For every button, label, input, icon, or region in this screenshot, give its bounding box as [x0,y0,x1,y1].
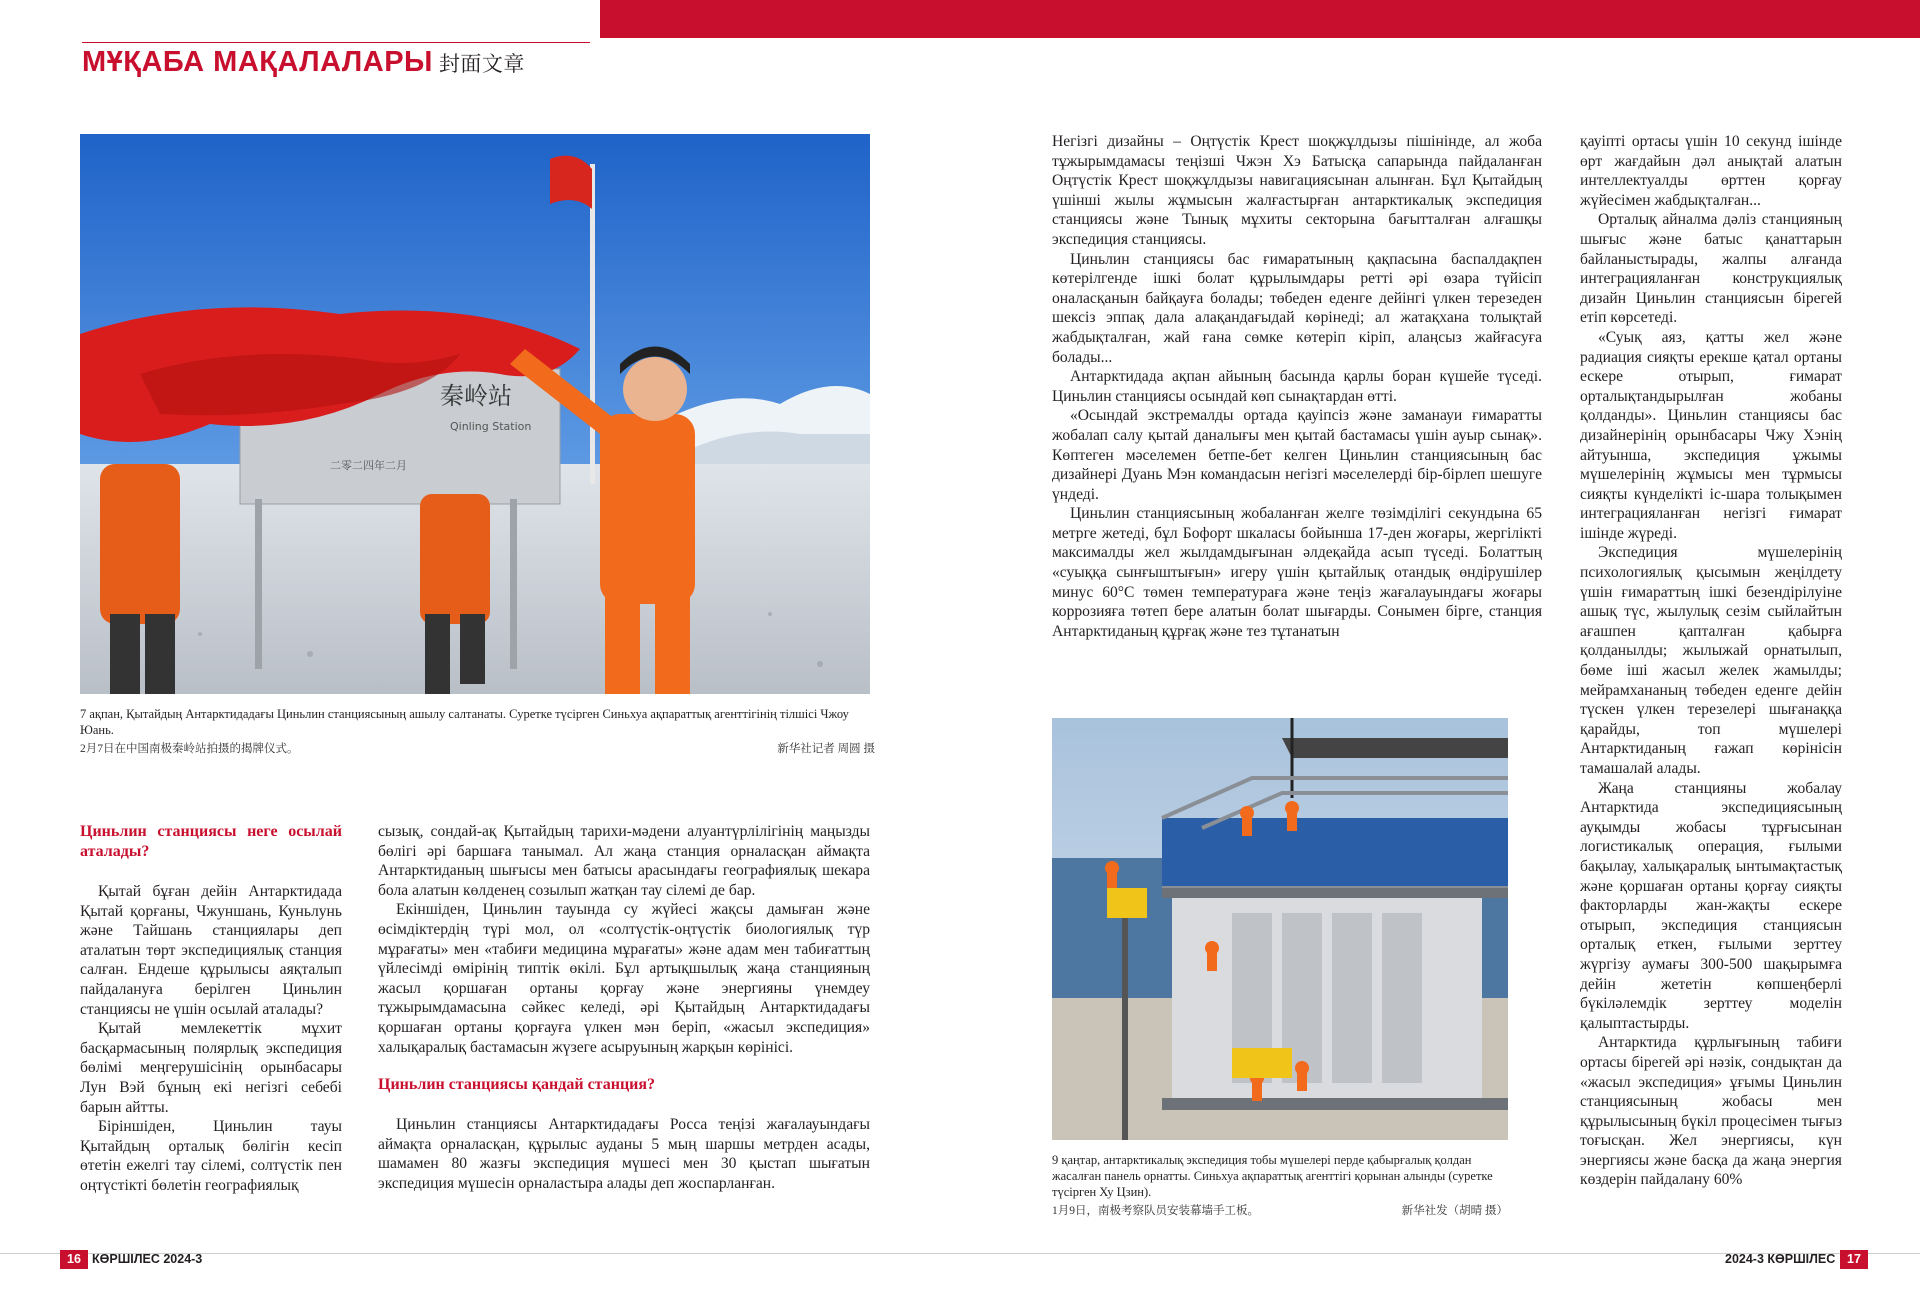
section-header [82,46,525,79]
paragraph: Қытай бұған дейін Антарктидада Қытай қорғаны, Чжуншань, Куньлунь және Тайшань станциялары деп аталатын төрт экспедициялық станция салған. Ендеше құрылысы аяқталып пайдалануға берілген Циньлин станциясы не үшін осылай аталады? [80,883,342,1018]
paragraph: Экспедиция мүшелерінің психологиялық қысымын жеңілдету үшін ғимараттың ішкі безендірілуіне ашық түс, жылулық сезім сыйлайтын ағашпен қапталған қабырға қолданылды; жылыжай орнатылып, бөме іші жасыл желек жамылды; мейрамхананың төбеден еденге дейін түскен үлкен терезелері шығанаққа қарайды, топ мүшелері Антарктиданың ғажап көрінісін тамашалай алады. [1580,544,1842,777]
photo2-caption: 9 қаңтар, антарктикалық экспедиция тобы мүшелері перде қабырғалық қолдан жасалған панель орнатты. Синьхуа ақпараттық агенттігі қорынан алынды (суретке түсірген Ху Цзин). [1052,1153,1493,1199]
ceremony-photo-illustration [80,134,870,694]
subheading-1: Циньлин станциясы неге осылай аталады? [80,823,342,860]
sign-en-text: Qinling Station [450,420,532,433]
paragraph: «Суық аяз, қатты жел және радиация сияқты ерекше қатал ортаны ескере отырып, ғимарат орталықтандырылған жобаны қолданды». Циньлин станциясы бас дизайнерінің орынбасары Чжу Хэнің айтуынша, экспедиция ұжымы мүшелерінің жұмысы мен тұрмысы сияқты күнделікті іс-шара толықымен интеграцияланған негізгі ғимарат ішінде жүреді. [1580,328,1842,542]
paragraph: Циньлин станциясының жобаланған желге төзімділігі секундына 65 метрге жетеді, бұл Бофорт шкаласы бойынша 17-ден жоғары, жергілікті максималды жел жылдамдығынан әлдеқайда асып түседі. Болаттың «суыққа сынғыштығын» игеру үшін қытайлық отандық өндірушілер минус 60°C төмен температураға және теңіз жағалауындағы жоғары коррозияға төтеп бере алатын болат шығарды. Сонымен бірге, станция Антарктиданың құрғақ және тез тұтанатын [1052,505,1542,640]
paragraph: Циньлин станциясы бас ғимаратының қақпасына баспалдақпен көтерілгенде ішкі болат құрылымдары ретті әрі өзара түйісіп оналасқанын байқауға болады; төбеден еденге дейінгі үлкен терезеден шексіз эппақ дала алақандағыдай көрінеді; ал жатақхана толықтай жабдықталған, жай ғана сөмке көтеріп кіріп, алаңсыз жайғасуға болады... [1052,250,1542,366]
footer-divider [0,1253,1920,1254]
photo2-caption-cn-row [1052,1204,1508,1219]
paragraph: Антарктида құрлығының табиғи ортасы бірегей әрі нәзік, сондықтан да «жасыл экспедиция» ұғымы Циньлин станциясының жобасы мен құрылысының бүкіл процесімен тығыз тоғысқан. Жел энергиясы, күн энергиясы және басқа да жаңа энергия көздерін пайдалану 60% [1580,1034,1842,1189]
sign-date-text: 二零二四年二月 [330,459,407,472]
photo1-caption-cn-row [80,742,875,757]
paragraph: Антарктидада ақпан айының басында қарлы боран күшейе түседі. Циньлин станциясы осындай көп сынақтардан өтті. [1052,368,1542,405]
right-footer-text: 2024-3 КӨРШІЛЕС [1725,1252,1836,1266]
article-column-2 [378,822,870,1194]
left-page-number: 16 [60,1250,88,1269]
right-page-number: 17 [1840,1250,1868,1269]
section-title-cn: 封面文章 [438,53,525,76]
paragraph: Біріншіден, Циньлин тауы Қытайдың орталық бөлігін кесіп өтетін ежелгі тау сілемі, солтүстік пен оңтүстікті бөлетін географиялық [80,1118,342,1194]
photo2-caption-cn: 1月9日，南极考察队员安装幕墙手工板。 [1052,1205,1259,1217]
photo-opening-ceremony [80,134,870,694]
photo1-caption: 7 ақпан, Қытайдың Антарктидадағы Циньлин станциясының ашылу салтанаты. Суретке түсірген Синьхуа ақпараттық агенттігінің тілшісі Чжоу Юань. [80,707,849,737]
paragraph: Екіншіден, Циньлин тауында су жүйесі жақсы дамыған және өсімдіктердің түрі мол, ол «солтүстік-оңтүстік биологиялық түр мұрағаты» мен «табиғи медицина мұрағаты» және адам мен табиғаттың үйлесімді өмірінің типтік өкілі. Бұл артықшылық жаңа станцияның жасыл қоршаған ортаны қорғау және энергияны үнемдеу тұжырымдамасына сәйкес келеді, әрі Қытайдың Антарктидадағы қоршаған ортаны қорғауға үлкен мән беріп, «жасыл экспедиция» халықаралық бастамасын жүзеге асыруының жарқын көрінісі. [378,901,870,1056]
header-rule [82,42,590,43]
article-column-3 [1052,132,1542,641]
article-column-4 [1580,132,1842,1190]
paragraph: Негізгі дизайны – Оңтүстік Крест шоқжұлдызы пішінінде, ал жоба тұжырымдамасы теңізші Чжэн Хэ Батысқа сапарында пайдаланған Оңтүстік Крест шоқжұлдызы навигациясынан алынған. Бұл Қытайдың үшінші жылы жұмысын жалғастырған антарктикалық экспедиция станциясы және Тынық мұхиты секторына бағытталған алғашқы экспедиция станциясы. [1052,133,1542,248]
paragraph: Қытай мемлекеттік мұхит басқармасының полярлық экспедиция бөлімі меңгерушісінің орынбасары Лун Вэй бұның екі негізгі себебі барын айтты. [80,1020,342,1116]
paragraph: Циньлин станциясы Антарктидадағы Росса теңізі жағалауындағы аймақта орналасқан, құрылыс ауданы 5 мың шаршы метрден асады, шамамен 80 жазғы экспедиция мүшесі мен 30 қыстап шығатын экспедиция мүшесін орналастыра алады деп жоспарланған. [378,1116,870,1192]
article-column-1 [80,822,342,1196]
photo2-credit: 新华社发（胡晴 摄） [1401,1205,1508,1217]
paragraph: сызық, сондай-ақ Қытайдың тарихи-мәдени алуантүрлілігінің маңызды бөлігі әрі баршаға танымал. Ал жаңа станция орналасқан аймақта Антарктиданың шығысы мен батысы арасындағы географиялық шекара бола алатын көлденең созылып жатқан тау сілемі де бар. [378,823,870,899]
construction-photo-illustration [1052,718,1508,1140]
section-title: МҰҚАБА МАҚАЛАЛАРЫ [82,46,433,78]
subheading-2: Циньлин станциясы қандай станция? [378,1076,656,1094]
paragraph: Жаңа станцияны жобалау Антарктида экспедициясының ауқымды жобасы тұрғысынан логистикалық операция, ғылыми бақылау, халықаралық ынтымақтастық және қоршаған ортаны қорғау сияқты факторларды жан-жақты ескере отырып, экспедиция станциясын орталық еткен, ғылыми зерттеу жүргізу аумағы 300-500 шақырымға дейін жететін көпшеңберлі бүкіләлемдік зерттеу моделін қалыптастырды. [1580,779,1842,1032]
sign-cn-text: 秦岭站 [440,382,512,410]
top-red-bar [600,0,1920,38]
left-footer-text: КӨРШІЛЕС 2024-3 [92,1252,203,1266]
photo1-credit: 新华社记者 周圆 摄 [777,743,875,755]
paragraph: қауіпті ортасы үшін 10 секунд ішінде өрт жағдайын дәл анықтай алатын интеллектуалды өрттен қорғау жүйесімен жабдықталған... [1580,133,1842,209]
photo1-caption-cn: 2月7日在中国南极秦岭站拍摄的揭牌仪式。 [80,743,299,755]
paragraph: Орталық айналма дәліз станцияның шығыс және батыс қанаттарын байланыстырады, жалпы алғанда интеграцияланған конструкциялық дизайн Циньлин станциясын бірегей етіп көрсетеді. [1580,211,1842,327]
photo-construction [1052,718,1508,1140]
paragraph: «Осындай экстремалды ортада қауіпсіз және заманауи ғимаратты жобалап салу қытай даналығы мен қытай бастамасы үшін ауыр сынақ». Көптеген мәселемен бетпе-бет келген Циньлин станциясының бас дизайнері Дуань Мэн командасын негізгі мәселелерді бір-бірлеп шешуге үндеді. [1052,407,1542,503]
